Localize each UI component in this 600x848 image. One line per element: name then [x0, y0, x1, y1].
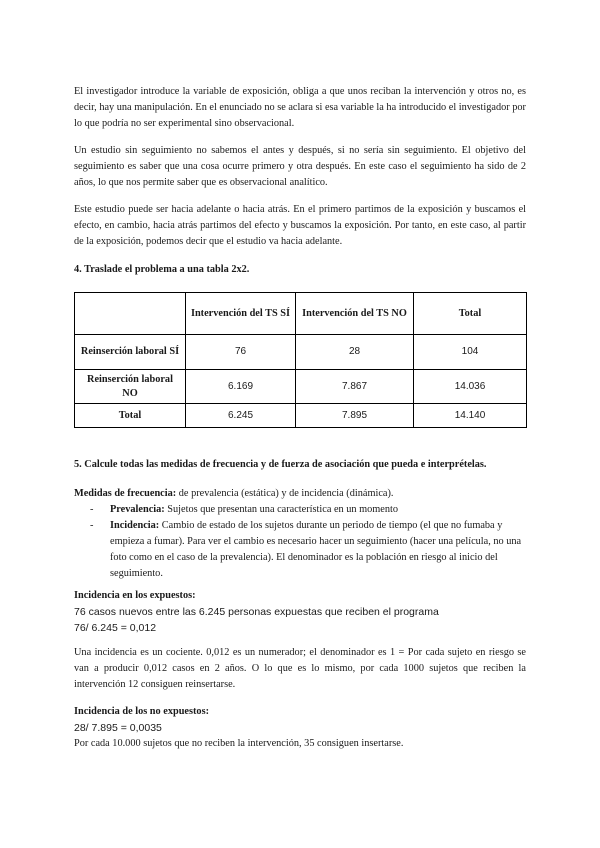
incidence-label: Incidencia: — [110, 520, 160, 531]
paragraph-follow-up: Un estudio sin seguimiento no sabemos el antes y después, si no sería sin seguimiento. El objetivo del seguimiento es saber que una cosa ocurre primero y otra después. En este caso el seguimiento ha sido de 2 años, lo que nos permite saber que es observacional analítico. — [74, 145, 526, 188]
frequency-measures-line — [74, 486, 526, 502]
incidence-unexposed-heading: Incidencia de los no expuestos: — [74, 706, 210, 717]
incidence-explanation: Una incidencia es un cociente. 0,012 es un numerador; el denominador es 1 = Por cada sujeto en riesgo se van a producir 0,012 casos en 2 años. O lo que es lo mismo, por cada 1000 sujetos que reciben la intervención 12 consiguen reinsertarse. — [74, 647, 526, 690]
table-cell: 7.895 — [296, 404, 414, 428]
table-row — [75, 404, 527, 428]
frequency-measures-section — [74, 486, 526, 582]
incidence-exposed-section — [74, 588, 526, 636]
table-header-row — [75, 293, 527, 335]
table-header-cell: Intervención del TS NO — [296, 293, 414, 335]
bullet-dash: - — [90, 520, 94, 531]
question-5-heading: 5. Calcule todas las medidas de frecuencia y de fuerza de asociación que pueda e interprételas. — [74, 459, 487, 470]
table-cell: 28 — [296, 335, 414, 370]
incidence-exposed-cases: 76 casos nuevos entre las 6.245 personas expuestas que reciben el programa — [74, 606, 439, 618]
table-cell: 76 — [186, 335, 296, 370]
incidence-unexposed-formula: 28/ 7.895 = 0,0035 — [74, 722, 162, 734]
incidence-exposed-heading: Incidencia en los expuestos: — [74, 590, 196, 601]
frequency-measures-list — [74, 502, 526, 582]
row-label: Reinserción laboral SÍ — [75, 335, 186, 370]
incidence-exposed-formula: 76/ 6.245 = 0,012 — [74, 622, 157, 634]
row-label: Reinserción laboral NO — [75, 370, 186, 404]
table-cell: 14.140 — [414, 404, 527, 428]
table-header-cell — [75, 293, 186, 335]
frequency-measures-label: Medidas de frecuencia: — [74, 488, 177, 499]
table-header-cell: Intervención del TS SÍ — [186, 293, 296, 335]
list-item — [74, 518, 526, 582]
frequency-measures-text: de prevalencia (estática) y de incidencia (dinámica). — [176, 488, 394, 499]
bullet-dash: - — [90, 504, 94, 515]
table-row — [75, 370, 527, 404]
incidence-unexposed-explanation: Por cada 10.000 sujetos que no reciben la intervención, 35 consiguen insertarse. — [74, 738, 404, 749]
prevalence-label: Prevalencia: — [110, 504, 165, 515]
contingency-table — [74, 292, 527, 428]
incidence-text: Cambio de estado de los sujetos durante un periodo de tiempo (el que no fumaba y empieza a fumar). Para ver el cambio es necesario hacer un seguimiento (hacer una película, no una foto como en el caso de la prevalencia). El denominador es la población en riesgo al inicio del seguimiento. — [110, 520, 522, 579]
table-cell: 14.036 — [414, 370, 527, 404]
table-row — [75, 335, 527, 370]
incidence-unexposed-section — [74, 704, 526, 752]
table-cell: 104 — [414, 335, 527, 370]
table-cell: 6.169 — [186, 370, 296, 404]
table-header-cell: Total — [414, 293, 527, 335]
row-label: Total — [75, 404, 186, 428]
list-item — [74, 502, 526, 518]
paragraph-direction: Este estudio puede ser hacia adelante o hacia atrás. En el primero partimos de la exposición y buscamos el efecto, en cambio, hacia atrás partimos del efecto y buscamos la exposición. Por tanto, en este caso, al partir de la exposición, podemos decir que el estudio va hacia adelante. — [74, 204, 526, 247]
paragraph-exposure: El investigador introduce la variable de exposición, obliga a que unos reciban la intervención y otros no, es decir, hay una manipulación. En el enunciado no se aclara si esa variable la ha introducido el investigador por lo que podría no ser experimental sino observacional. — [74, 86, 526, 129]
prevalence-text: Sujetos que presentan una característica en un momento — [164, 504, 399, 515]
table-cell: 7.867 — [296, 370, 414, 404]
question-4-heading: 4. Traslade el problema a una tabla 2x2. — [74, 264, 250, 275]
table-cell: 6.245 — [186, 404, 296, 428]
